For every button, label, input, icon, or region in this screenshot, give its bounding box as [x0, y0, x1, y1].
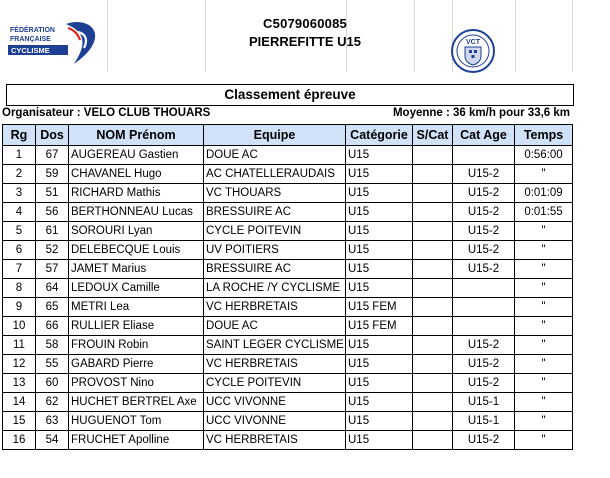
age-cat-cell: U15-2: [453, 260, 515, 279]
table-row: [3, 298, 573, 317]
team-cell: VC THOUARS: [204, 184, 346, 203]
category-cell: U15: [346, 260, 413, 279]
age-cat-cell: U15-2: [453, 336, 515, 355]
team-cell: DOUE AC: [204, 146, 346, 165]
rank-cell: 16: [3, 431, 36, 450]
rank-cell: 14: [3, 393, 36, 412]
name-cell: HUCHET BERTREL Axe: [69, 393, 204, 412]
name-cell: PROVOST Nino: [69, 374, 204, 393]
name-cell: RULLIER Eliase: [69, 317, 204, 336]
age-cat-cell: U15-2: [453, 241, 515, 260]
subcat-cell: [413, 298, 453, 317]
col-header-equipe: Equipe: [204, 125, 346, 146]
dos-cell: 67: [36, 146, 69, 165]
table-row: [3, 203, 573, 222]
subcat-cell: [413, 374, 453, 393]
category-cell: U15: [346, 393, 413, 412]
category-cell: U15 FEM: [346, 317, 413, 336]
time-cell: ": [515, 393, 573, 412]
subcat-cell: [413, 317, 453, 336]
col-header-scat: S/Cat: [413, 125, 453, 146]
time-cell: 0:01:09: [515, 184, 573, 203]
rank-cell: 4: [3, 203, 36, 222]
team-cell: CYCLE POITEVIN: [204, 222, 346, 241]
dos-cell: 52: [36, 241, 69, 260]
team-cell: VC HERBRETAIS: [204, 431, 346, 450]
time-cell: ": [515, 412, 573, 431]
svg-text:CYCLISME: CYCLISME: [11, 46, 50, 55]
col-header-nom: NOM Prénom: [69, 125, 204, 146]
col-header-temps: Temps: [515, 125, 573, 146]
results-body: [3, 146, 573, 450]
rank-cell: 15: [3, 412, 36, 431]
category-cell: U15: [346, 336, 413, 355]
time-cell: ": [515, 260, 573, 279]
name-cell: DELEBECQUE Louis: [69, 241, 204, 260]
category-cell: U15: [346, 146, 413, 165]
name-cell: CHAVANEL Hugo: [69, 165, 204, 184]
age-cat-cell: U15-2: [453, 165, 515, 184]
category-cell: U15: [346, 431, 413, 450]
name-cell: FROUIN Robin: [69, 336, 204, 355]
dos-cell: 60: [36, 374, 69, 393]
dos-cell: 58: [36, 336, 69, 355]
age-cat-cell: U15-2: [453, 184, 515, 203]
time-cell: ": [515, 336, 573, 355]
col-header-rg: Rg: [3, 125, 36, 146]
name-cell: FRUCHET Apolline: [69, 431, 204, 450]
table-row: [3, 374, 573, 393]
team-cell: UV POITIERS: [204, 241, 346, 260]
time-cell: ": [515, 355, 573, 374]
table-row: [3, 165, 573, 184]
team-cell: UCC VIVONNE: [204, 412, 346, 431]
subcat-cell: [413, 241, 453, 260]
table-row: [3, 222, 573, 241]
subcat-cell: [413, 355, 453, 374]
col-header-categorie: Catégorie: [346, 125, 413, 146]
rank-cell: 9: [3, 298, 36, 317]
dos-cell: 61: [36, 222, 69, 241]
time-cell: 0:01:55: [515, 203, 573, 222]
subcat-cell: [413, 222, 453, 241]
time-cell: ": [515, 241, 573, 260]
table-row: [3, 260, 573, 279]
rank-cell: 11: [3, 336, 36, 355]
category-cell: U15: [346, 184, 413, 203]
subcat-cell: [413, 165, 453, 184]
category-cell: U15: [346, 374, 413, 393]
table-row: [3, 317, 573, 336]
rank-cell: 12: [3, 355, 36, 374]
subcat-cell: [413, 146, 453, 165]
name-cell: RICHARD Mathis: [69, 184, 204, 203]
dos-cell: 57: [36, 260, 69, 279]
time-cell: ": [515, 374, 573, 393]
time-cell: ": [515, 165, 573, 184]
col-header-catage: Cat Age: [453, 125, 515, 146]
table-row: [3, 279, 573, 298]
team-cell: CYCLE POITEVIN: [204, 374, 346, 393]
rank-cell: 13: [3, 374, 36, 393]
subcat-cell: [413, 336, 453, 355]
team-cell: UCC VIVONNE: [204, 393, 346, 412]
rank-cell: 3: [3, 184, 36, 203]
category-cell: U15: [346, 355, 413, 374]
dos-cell: 66: [36, 317, 69, 336]
dos-cell: 64: [36, 279, 69, 298]
dos-cell: 54: [36, 431, 69, 450]
team-cell: VC HERBRETAIS: [204, 355, 346, 374]
team-cell: DOUE AC: [204, 317, 346, 336]
subcat-cell: [413, 184, 453, 203]
moyenne-label: Moyenne : 36 km/h pour 33,6 km: [392, 107, 570, 119]
rank-cell: 2: [3, 165, 36, 184]
time-cell: ": [515, 279, 573, 298]
dos-cell: 65: [36, 298, 69, 317]
age-cat-cell: U15-1: [453, 412, 515, 431]
time-cell: 0:56:00: [515, 146, 573, 165]
svg-text:VCT: VCT: [466, 39, 480, 46]
table-row: [3, 355, 573, 374]
table-row: [3, 412, 573, 431]
dos-cell: 63: [36, 412, 69, 431]
dos-cell: 59: [36, 165, 69, 184]
name-cell: GABARD Pierre: [69, 355, 204, 374]
category-cell: U15 FEM: [346, 298, 413, 317]
table-row: [3, 146, 573, 165]
dos-cell: 56: [36, 203, 69, 222]
table-row: [3, 431, 573, 450]
age-cat-cell: U15-2: [453, 355, 515, 374]
svg-text:FÉDÉRATION: FÉDÉRATION: [10, 27, 55, 34]
rank-cell: 8: [3, 279, 36, 298]
organisateur-label: Organisateur : VELO CLUB THOUARS: [2, 107, 211, 119]
rank-cell: 10: [3, 317, 36, 336]
dos-cell: 55: [36, 355, 69, 374]
team-cell: VC HERBRETAIS: [204, 298, 346, 317]
category-cell: U15: [346, 412, 413, 431]
team-cell: LA ROCHE /Y CYCLISME: [204, 279, 346, 298]
table-row: [3, 184, 573, 203]
age-cat-cell: [453, 298, 515, 317]
subcat-cell: [413, 431, 453, 450]
vct-crest-icon: [450, 28, 496, 74]
age-cat-cell: [453, 279, 515, 298]
name-cell: JAMET Marius: [69, 260, 204, 279]
rank-cell: 6: [3, 241, 36, 260]
rank-cell: 5: [3, 222, 36, 241]
time-cell: ": [515, 431, 573, 450]
svg-text:FRANÇAISE: FRANÇAISE: [10, 36, 51, 43]
subcat-cell: [413, 412, 453, 431]
age-cat-cell: U15-2: [453, 203, 515, 222]
subcat-cell: [413, 203, 453, 222]
category-cell: U15: [346, 241, 413, 260]
col-header-dos: Dos: [36, 125, 69, 146]
age-cat-cell: [453, 146, 515, 165]
table-row: [3, 393, 573, 412]
age-cat-cell: [453, 317, 515, 336]
subcat-cell: [413, 260, 453, 279]
subcat-cell: [413, 393, 453, 412]
time-cell: ": [515, 317, 573, 336]
category-cell: U15: [346, 165, 413, 184]
team-cell: BRESSUIRE AC: [204, 203, 346, 222]
race-name: PIERREFITTE U15: [249, 34, 361, 49]
team-cell: AC CHATELLERAUDAIS: [204, 165, 346, 184]
dos-cell: 51: [36, 184, 69, 203]
rank-cell: 1: [3, 146, 36, 165]
age-cat-cell: U15-1: [453, 393, 515, 412]
category-cell: U15: [346, 279, 413, 298]
subcat-cell: [413, 279, 453, 298]
name-cell: METRI Lea: [69, 298, 204, 317]
team-cell: SAINT LEGER CYCLISME: [204, 336, 346, 355]
age-cat-cell: U15-2: [453, 374, 515, 393]
name-cell: BERTHONNEAU Lucas: [69, 203, 204, 222]
table-row: [3, 336, 573, 355]
results-table: [2, 124, 573, 450]
category-cell: U15: [346, 222, 413, 241]
name-cell: SOROURI Lyan: [69, 222, 204, 241]
table-header-row: [3, 125, 573, 146]
team-cell: BRESSUIRE AC: [204, 260, 346, 279]
time-cell: ": [515, 222, 573, 241]
name-cell: LEDOUX Camille: [69, 279, 204, 298]
age-cat-cell: U15-2: [453, 222, 515, 241]
category-cell: U15: [346, 203, 413, 222]
age-cat-cell: U15-2: [453, 431, 515, 450]
name-cell: AUGEREAU Gastien: [69, 146, 204, 165]
dos-cell: 62: [36, 393, 69, 412]
table-row: [3, 241, 573, 260]
classement-title: Classement épreuve: [6, 84, 574, 106]
rank-cell: 7: [3, 260, 36, 279]
name-cell: HUGUENOT Tom: [69, 412, 204, 431]
time-cell: ": [515, 298, 573, 317]
competition-code: C5079060085: [263, 16, 347, 31]
